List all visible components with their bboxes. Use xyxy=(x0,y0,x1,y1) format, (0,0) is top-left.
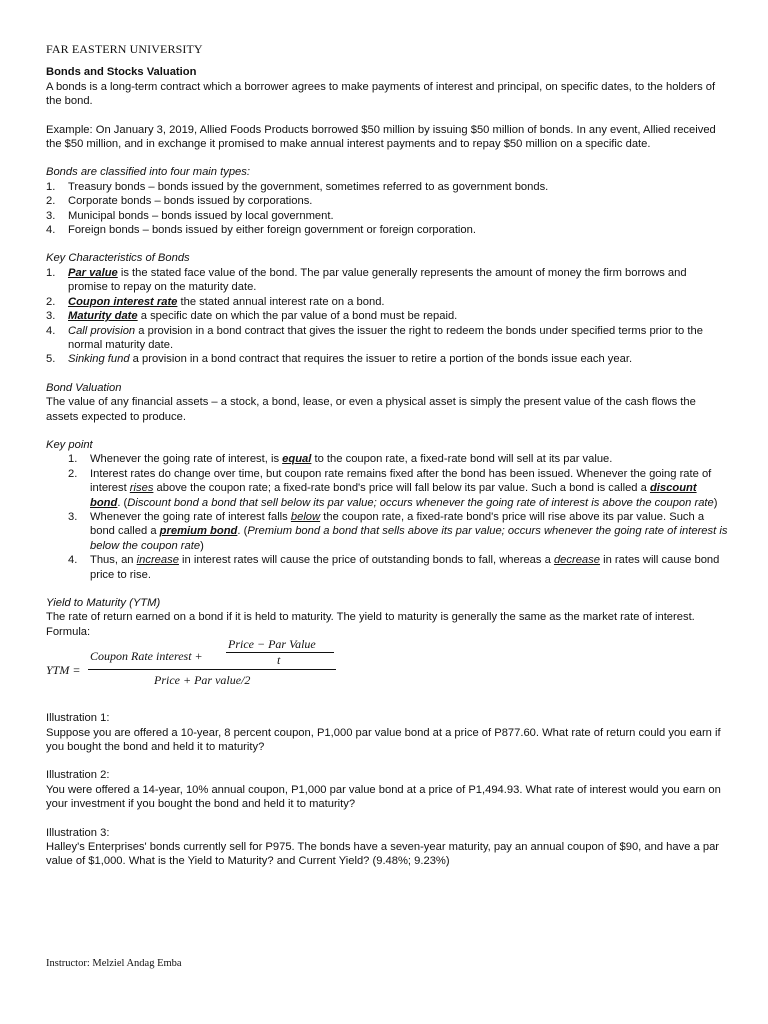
list-item: 4. Call provision a provision in a bond contract that gives the issuer the right to redeem the bonds under specified terms prior to the normal maturity date. xyxy=(46,324,703,351)
characteristics-heading: Key Characteristics of Bonds xyxy=(46,252,190,265)
university-header: FAR EASTERN UNIVERSITY xyxy=(46,42,203,56)
section-title: Bonds and Stocks Valuation xyxy=(46,66,197,79)
list-item: 1. Treasury bonds – bonds issued by the government, sometimes referred to as government bonds. xyxy=(46,180,549,193)
formula-label: Formula: xyxy=(46,625,91,638)
valuation-text: The value of any financial assets – a stock, a bond, lease, or even a physical asset is simply the present value of the cash flows the assets expected to produce. xyxy=(46,396,696,423)
formula-lhs: YTM = xyxy=(46,663,81,678)
formula-fraction-bar xyxy=(88,669,336,670)
characteristics-list xyxy=(46,266,728,367)
keypoint-list xyxy=(46,452,728,582)
keypoint-heading: Key point xyxy=(46,438,93,451)
list-item: 1. Whenever the going rate of interest, is equal to the coupon rate, a fixed-rate bond will sell at its par value. xyxy=(68,453,613,466)
ytm-definition: The rate of return earned on a bond if it is held to maturity. The yield to maturity is generally the same as the market rate of interest. xyxy=(46,611,695,624)
instructor-footer: Instructor: Melziel Andag Emba xyxy=(46,958,182,969)
bond-example: Example: On January 3, 2019, Allied Foods Products borrowed $50 million by issuing $50 million of bonds. In any event, Allied received the $50 million, and in exchange it promised to make annual interest payments and to repay $50 million on a specific date. xyxy=(46,123,716,151)
list-item: 3. Whenever the going rate of interest falls below the coupon rate, a fixed-rate bond's price will rise above its par value. Such a bond called a premium bond. (Premium bond a bond that sells above its par value; occurs whenever the going rate of interest is below the coupon rate) xyxy=(68,510,728,552)
list-item: 1. Par value is the stated face value of the bond. The par value generally represents the amount of money the firm borrows and promise to repay on the maturity date. xyxy=(46,266,687,294)
list-item: 2. Corporate bonds – bonds issued by corporations. xyxy=(46,195,313,208)
list-item: 2. Interest rates do change over time, but coupon rate remains fixed after the bond has been issued. Whenever the going rate of interest rises above the coupon rate; a fixed-rate bond's price will fall below its par value. Such a bond is called a discount bond. (Discount bond a bond that sell below its par value; occurs whenever the going rate of interest is above the coupon rate) xyxy=(68,467,718,509)
illustration-1-text: Suppose you are offered a 10-year, 8 percent coupon, P1,000 par value bond at a price of P877.60. What rate of return could you earn if you bought the bond and held it to maturity? xyxy=(46,726,721,754)
valuation-heading: Bond Valuation xyxy=(46,381,122,394)
formula-inner-numerator: Price − Par Value xyxy=(228,637,316,652)
illustration-3-title: Illustration 3: xyxy=(46,826,110,839)
list-item: 2. Coupon interest rate the stated annual interest rate on a bond. xyxy=(46,295,385,308)
ytm-formula xyxy=(46,637,728,697)
formula-numerator-left: Coupon Rate interest + xyxy=(90,649,203,664)
formula-denominator: Price + Par value/2 xyxy=(154,673,251,688)
illustration-2-text: You were offered a 14-year, 10% annual coupon, P1,000 par value bond at a price of P1,494.93. What rate of interest would you earn on your investment if you bought the bond and held it to maturity? xyxy=(46,783,721,811)
list-item: 4. Foreign bonds – bonds issued by either foreign government or foreign corporation. xyxy=(46,224,476,237)
illustration-3-text: Halley's Enterprises' bonds currently sell for P975. The bonds have a seven-year maturity, pay an annual coupon of $90, and have a par value of $1,000. What is the Yield to Maturity? and Current Yield? (9.48%; 9.23%) xyxy=(46,841,720,868)
types-list xyxy=(46,180,728,238)
list-item: 3. Municipal bonds – bonds issued by local government. xyxy=(46,209,334,222)
document-page xyxy=(46,42,728,869)
list-item: 5. Sinking fund a provision in a bond contract that requires the issuer to retire a portion of the bonds issue each year. xyxy=(46,353,633,366)
list-item: 4. Thus, an increase in interest rates will cause the price of outstanding bonds to fall, whereas a decrease in rates will cause bond price to rise. xyxy=(68,554,720,581)
types-heading: Bonds are classified into four main types: xyxy=(46,166,250,179)
bond-definition: A bonds is a long-term contract which a borrower agrees to make payments of interest and principal, on specific dates, to the holders of the bond. xyxy=(46,80,716,108)
ytm-heading: Yield to Maturity (YTM) xyxy=(46,597,161,609)
illustration-1-title: Illustration 1: xyxy=(46,712,110,725)
formula-inner-denominator: t xyxy=(277,653,281,668)
illustration-2-title: Illustration 2: xyxy=(46,769,110,782)
list-item: 3. Maturity date a specific date on which the par value of a bond must be repaid. xyxy=(46,310,458,323)
